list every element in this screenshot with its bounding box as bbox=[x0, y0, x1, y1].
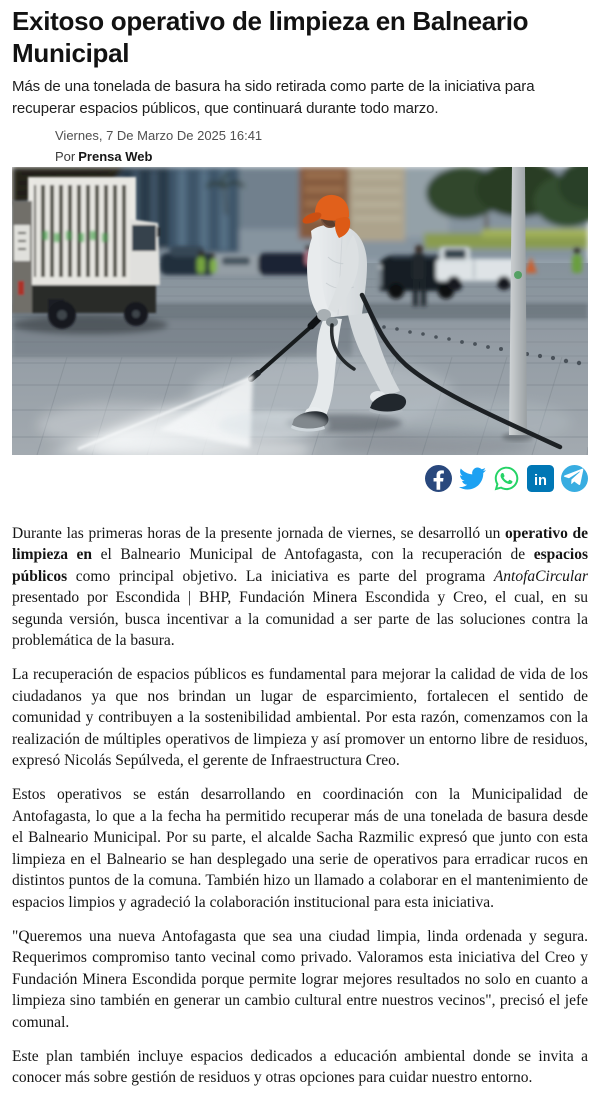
text-segment: AntofaCircular bbox=[493, 567, 588, 585]
telegram-share-button[interactable] bbox=[561, 465, 588, 492]
svg-text:in: in bbox=[534, 472, 547, 489]
article-image-illustration bbox=[12, 167, 588, 455]
text-segment: Durante las primeras horas de la presente jornada de viernes, se desarrolló un bbox=[12, 525, 505, 542]
facebook-share-button[interactable] bbox=[425, 465, 452, 492]
author-link[interactable]: Prensa Web bbox=[78, 149, 153, 164]
article-image bbox=[12, 167, 588, 455]
article-meta bbox=[55, 128, 588, 164]
article-paragraph bbox=[12, 523, 588, 651]
article-paragraph bbox=[12, 664, 588, 771]
text-segment: presentado por Escondida | BHP, Fundación Minera Escondida y Creo, el cual, en su segunda versión, busca incentivar a la comunidad a ser parte de las soluciones contra la problemática de la basura. bbox=[12, 589, 588, 650]
text-segment: espacios públicos bbox=[12, 546, 588, 585]
text-segment: Estos operativos se están desarrollando en coordinación con la Municipalidad de Antofagasta, lo que a la fecha ha permitido recuperar más de una tonelada de basura desde el Balneario Municipal. Por su parte, el alcalde Sacha Razmilic expresó que junto con esta limpieza en el Balneario se han desplegado una serie de operativos para erradicar rucos en distintos puntos de la comuna. También hizo un llamado a colaborar en el mantenimiento de espacios limpios y agradeció la colaboración institucional para esta iniciativa. bbox=[12, 786, 588, 911]
article-subtitle: Más de una tonelada de basura ha sido retirada como parte de la iniciativa para recuperar espacios públicos, que continuará durante todo marzo. bbox=[12, 78, 535, 117]
whatsapp-icon bbox=[493, 465, 520, 492]
page-title: Exitoso operativo de limpieza en Balneario Municipal bbox=[12, 6, 529, 68]
photo-color-cast bbox=[12, 167, 588, 455]
whatsapp-share-button[interactable] bbox=[493, 465, 520, 492]
text-segment: el Balneario Municipal de Antofagasta, con la recuperación de bbox=[92, 546, 534, 564]
facebook-icon bbox=[425, 465, 452, 492]
article-paragraph bbox=[12, 1046, 588, 1089]
byline bbox=[55, 149, 588, 164]
article-date: Viernes, 7 De Marzo De 2025 16:41 bbox=[55, 128, 263, 143]
text-segment: "Queremos una nueva Antofagasta que sea una ciudad limpia, linda ordenada y segura. Requerimos compromiso tanto vecinal como privado. Valoramos esta iniciativa del Creo y Fundación Minera Escondida porque permite lograr mejores resultados no solo en cuanto a limpieza sino también en generar un cambio cultural entre nuestros vecinos", precisó el jefe comunal. bbox=[12, 927, 588, 1031]
article-body bbox=[12, 523, 588, 1089]
text-segment: operativo de limpieza en bbox=[12, 525, 588, 564]
linkedin-icon bbox=[527, 465, 554, 492]
twitter-share-button[interactable] bbox=[459, 465, 486, 492]
article-paragraph bbox=[12, 926, 588, 1033]
linkedin-share-button[interactable] bbox=[527, 465, 554, 492]
text-segment: La recuperación de espacios públicos es fundamental para mejorar la calidad de vida de los ciudadanos ya que nos brindan un lugar de esparcimiento, fortalecen el sentido de comunidad y contribuyen a la sostenibilidad ambiental. Por esta razón, comenzamos con la realización de múltiples operativos de limpieza y así promover un entorno libre de residuos, expresó Nicolás Sepúlveda, el gerente de Infraestructura Creo. bbox=[12, 666, 588, 770]
article-paragraph bbox=[12, 784, 588, 912]
text-segment: Este plan también incluye espacios dedicados a educación ambiental donde se invita a conocer más sobre gestión de residuos y otras opciones para cuidar nuestro entorno. bbox=[12, 1047, 588, 1087]
share-row bbox=[12, 465, 588, 492]
byline-prefix: Por bbox=[55, 149, 76, 164]
twitter-icon bbox=[459, 465, 486, 492]
text-segment: como principal objetivo. La iniciativa es parte del programa bbox=[67, 567, 494, 585]
telegram-icon bbox=[561, 465, 588, 492]
